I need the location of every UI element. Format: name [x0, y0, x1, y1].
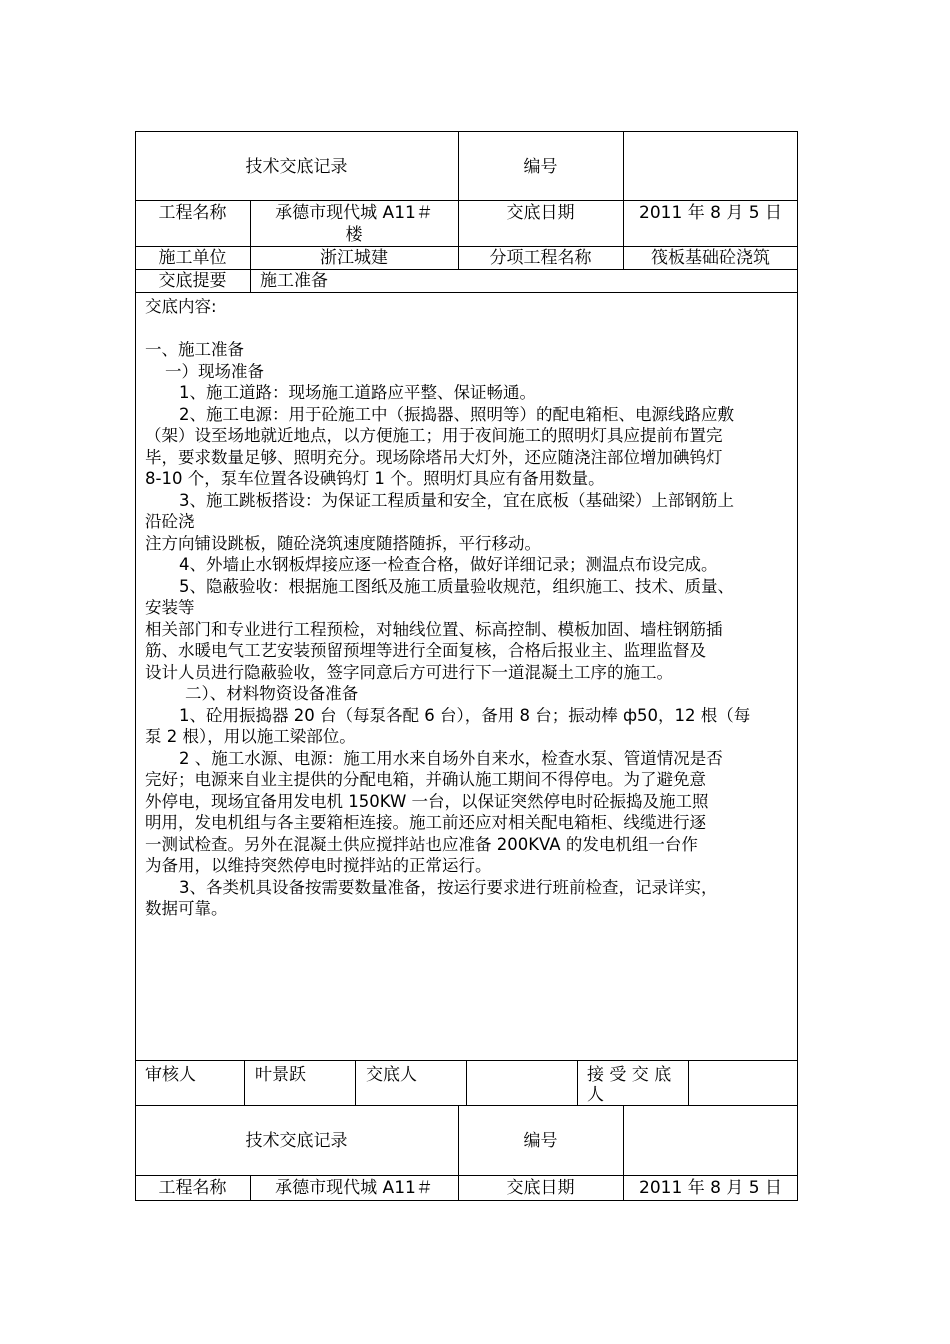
section-heading: 一、施工准备 [145, 340, 244, 359]
project-name-label: 工程名称 [158, 203, 227, 223]
paragraph-line: 1、施工道路：现场施工道路应平整、保证畅通。 [179, 383, 536, 402]
form2-title: 技术交底记录 [245, 1131, 348, 1151]
subsection-heading: 一）现场准备 [165, 361, 264, 381]
paragraph-line: 2、施工电源：用于砼施工中（振捣器、照明等）的配电箱柜、电源线路应敷 [179, 404, 734, 424]
paragraph-line: 毕，要求数量足够、照明充分。现场除塔吊大灯外，还应随浇注部位增加碘钨灯 [145, 447, 723, 467]
paragraph-line: 外停电，现场宜备用发电机 150KW 一台，以保证突然停电时砼振捣及施工照 [145, 791, 709, 811]
summary-value: 施工准备 [260, 271, 328, 291]
row-line [135, 1105, 798, 1106]
sub-project-value: 筏板基础砼浇筑 [651, 248, 770, 268]
paragraph-line: 5、隐蔽验收：根据施工图纸及施工质量验收规范，组织施工、技术、质量、 [179, 576, 734, 596]
form2-number-label: 编号 [523, 1131, 558, 1151]
form2-date-label: 交底日期 [506, 1178, 575, 1198]
row-line [135, 200, 798, 201]
paragraph-line: （架）设至场地就近地点，以方便施工；用于夜间施工的照明灯具应提前布置完 [145, 426, 723, 445]
paragraph-line: 1、砼用振捣器 20 台（每泵各配 6 台），备用 8 台；振动棒 ф50，12 根（每 [179, 705, 751, 725]
paragraph-line: 完好；电源来自业主提供的分配电箱，并确认施工期间不得停电。为了避免意 [145, 770, 706, 789]
receiver-label-line1: 接 受 交 底 [587, 1065, 672, 1085]
content-body [145, 296, 795, 920]
paragraph-line: 明用，发电机组与各主要箱柜连接。施工前还应对相关配电箱柜、线缆进行逐 [145, 813, 706, 832]
paragraph-line: 筋、水暖电气工艺安装预留预埋等进行全面复核，合格后报业主、监理监督及 [145, 641, 706, 660]
row-line [135, 1175, 798, 1176]
paragraph-line: 数据可靠。 [145, 899, 228, 918]
col-line [577, 1060, 578, 1105]
reviewer-value: 叶景跃 [255, 1065, 306, 1085]
summary-label: 交底提要 [158, 271, 227, 291]
paragraph-line: 为备用，以维持突然停电时搅拌站的正常运行。 [145, 856, 492, 875]
subsection-heading: 二）、材料物资设备准备 [185, 684, 359, 703]
row-line [135, 292, 798, 293]
project-name-line1: 承德市现代城 A11＃ [275, 203, 433, 223]
form2-date-value: 2011 年 8 月 5 日 [639, 1178, 782, 1198]
paragraph-line: 安装等 [145, 598, 195, 617]
paragraph-line: 3、施工跳板搭设：为保证工程质量和安全，宜在底板（基础梁）上部钢筋上 [179, 490, 734, 510]
form-title: 技术交底记录 [245, 157, 348, 177]
paragraph-line: 相关部门和专业进行工程预检，对轴线位置、标高控制、模板加固、墙柱钢筋插 [145, 619, 723, 639]
blank-line [145, 318, 795, 340]
col-line [466, 1060, 467, 1105]
paragraph-line: 设计人员进行隐蔽验收，签字同意后方可进行下一道混凝土工序的施工。 [145, 662, 673, 682]
form2-project-name-label: 工程名称 [158, 1178, 227, 1198]
col-line [244, 1060, 245, 1105]
number-label: 编号 [523, 157, 558, 177]
paragraph-line: 泵 2 根），用以施工梁部位。 [145, 727, 356, 746]
paragraph-line: 3、各类机具设备按需要数量准备，按运行要求进行班前检查，记录详实， [179, 877, 718, 897]
form2-project-name-line1: 承德市现代城 A11＃ [275, 1178, 433, 1198]
paragraph-line: 8-10 个，泵车位置各设碘钨灯 1 个。照明灯具应有备用数量。 [145, 469, 605, 488]
sub-project-label: 分项工程名称 [489, 248, 592, 268]
date-label: 交底日期 [506, 203, 575, 223]
receiver-label-line2: 人 [587, 1085, 604, 1105]
date-value: 2011 年 8 月 5 日 [639, 203, 782, 223]
col-line [355, 1060, 356, 1105]
unit-label: 施工单位 [158, 248, 227, 268]
paragraph-line: 2 、施工水源、电源：施工用水来自场外自来水，检查水泵、管道情况是否 [179, 748, 723, 768]
paragraph-line: 沿砼浇 [145, 512, 195, 531]
reviewer-label: 审核人 [145, 1065, 196, 1085]
content-label: 交底内容: [145, 297, 217, 316]
paragraph-line: 注方向铺设跳板，随砼浇筑速度随搭随拆，平行移动。 [145, 533, 541, 553]
paragraph-line: 4、外墙止水钢板焊接应逐一检查合格，做好详细记录；测温点布设完成。 [179, 555, 718, 574]
project-name-line2: 楼 [345, 225, 363, 245]
unit-value: 浙江城建 [320, 248, 388, 268]
col-line [688, 1060, 689, 1105]
discloser-label: 交底人 [366, 1065, 417, 1085]
paragraph-line: 一测试检查。另外在混凝土供应搅拌站也应准备 200KVA 的发电机组一台作 [145, 834, 698, 854]
